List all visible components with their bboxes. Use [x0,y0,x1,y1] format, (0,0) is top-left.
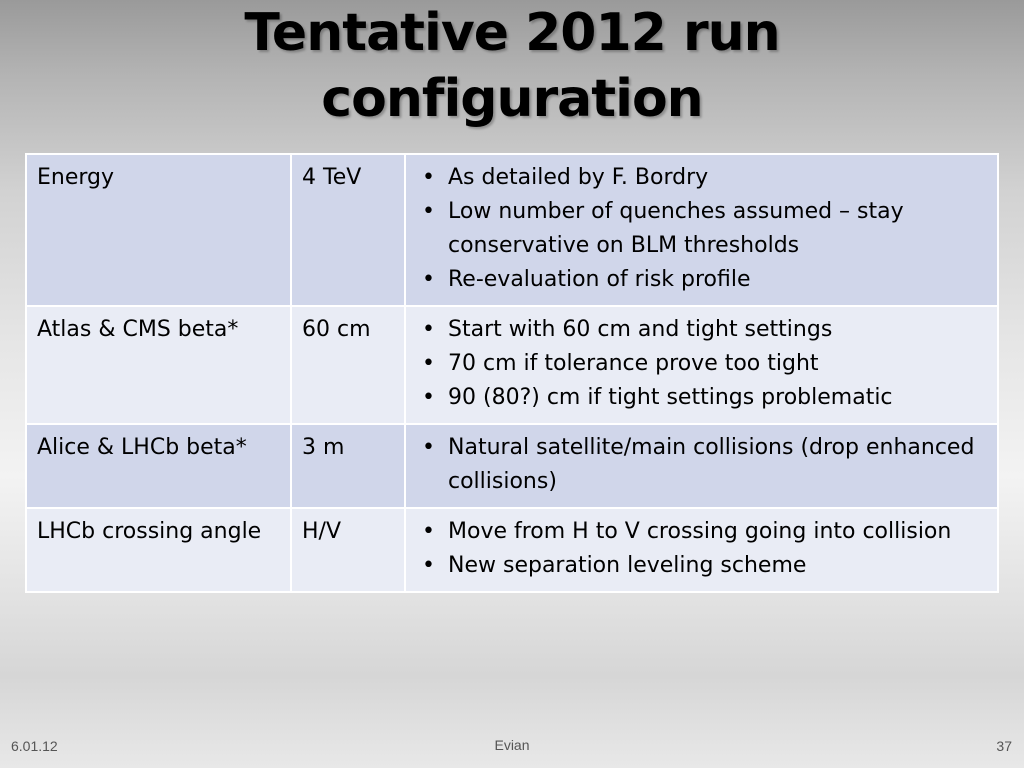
parameter-cell: Atlas & CMS beta* [26,306,291,424]
notes-list [416,313,987,415]
list-item: • Move from H to V crossing going into collision [416,515,987,549]
value-cell: 4 TeV [291,154,405,306]
list-item: • Re-evaluation of risk profile [416,263,987,297]
table-row [26,424,998,508]
list-item: • As detailed by F. Bordry [416,161,987,195]
notes-list [416,431,987,499]
list-item: • 90 (80?) cm if tight settings problematic [416,381,987,415]
slide-title-line-2: configuration [321,69,703,129]
notes-cell [405,154,998,306]
parameter-cell: Alice & LHCb beta* [26,424,291,508]
value-cell: 60 cm [291,306,405,424]
notes-cell [405,306,998,424]
footer-date: 6.01.12 [11,738,58,754]
value-cell: H/V [291,508,405,592]
value-cell: 3 m [291,424,405,508]
list-item: • Natural satellite/main collisions (drop enhanced collisions) [416,431,987,499]
table-row [26,306,998,424]
notes-cell [405,424,998,508]
footer-venue: Evian [494,737,530,753]
list-item: • Low number of quenches assumed – stay conservative on BLM thresholds [416,195,987,263]
notes-list [416,515,987,583]
parameter-cell: LHCb crossing angle [26,508,291,592]
run-configuration-table [25,153,999,593]
list-item: • Start with 60 cm and tight settings [416,313,987,347]
slide-title-line-1: Tentative 2012 run [244,3,780,63]
list-item: • New separation leveling scheme [416,549,987,583]
list-item: • 70 cm if tolerance prove too tight [416,347,987,381]
slide-title [0,0,1024,132]
slide-number: 37 [996,738,1012,754]
parameter-cell: Energy [26,154,291,306]
notes-list [416,161,987,297]
notes-cell [405,508,998,592]
table-row [26,154,998,306]
table-row [26,508,998,592]
